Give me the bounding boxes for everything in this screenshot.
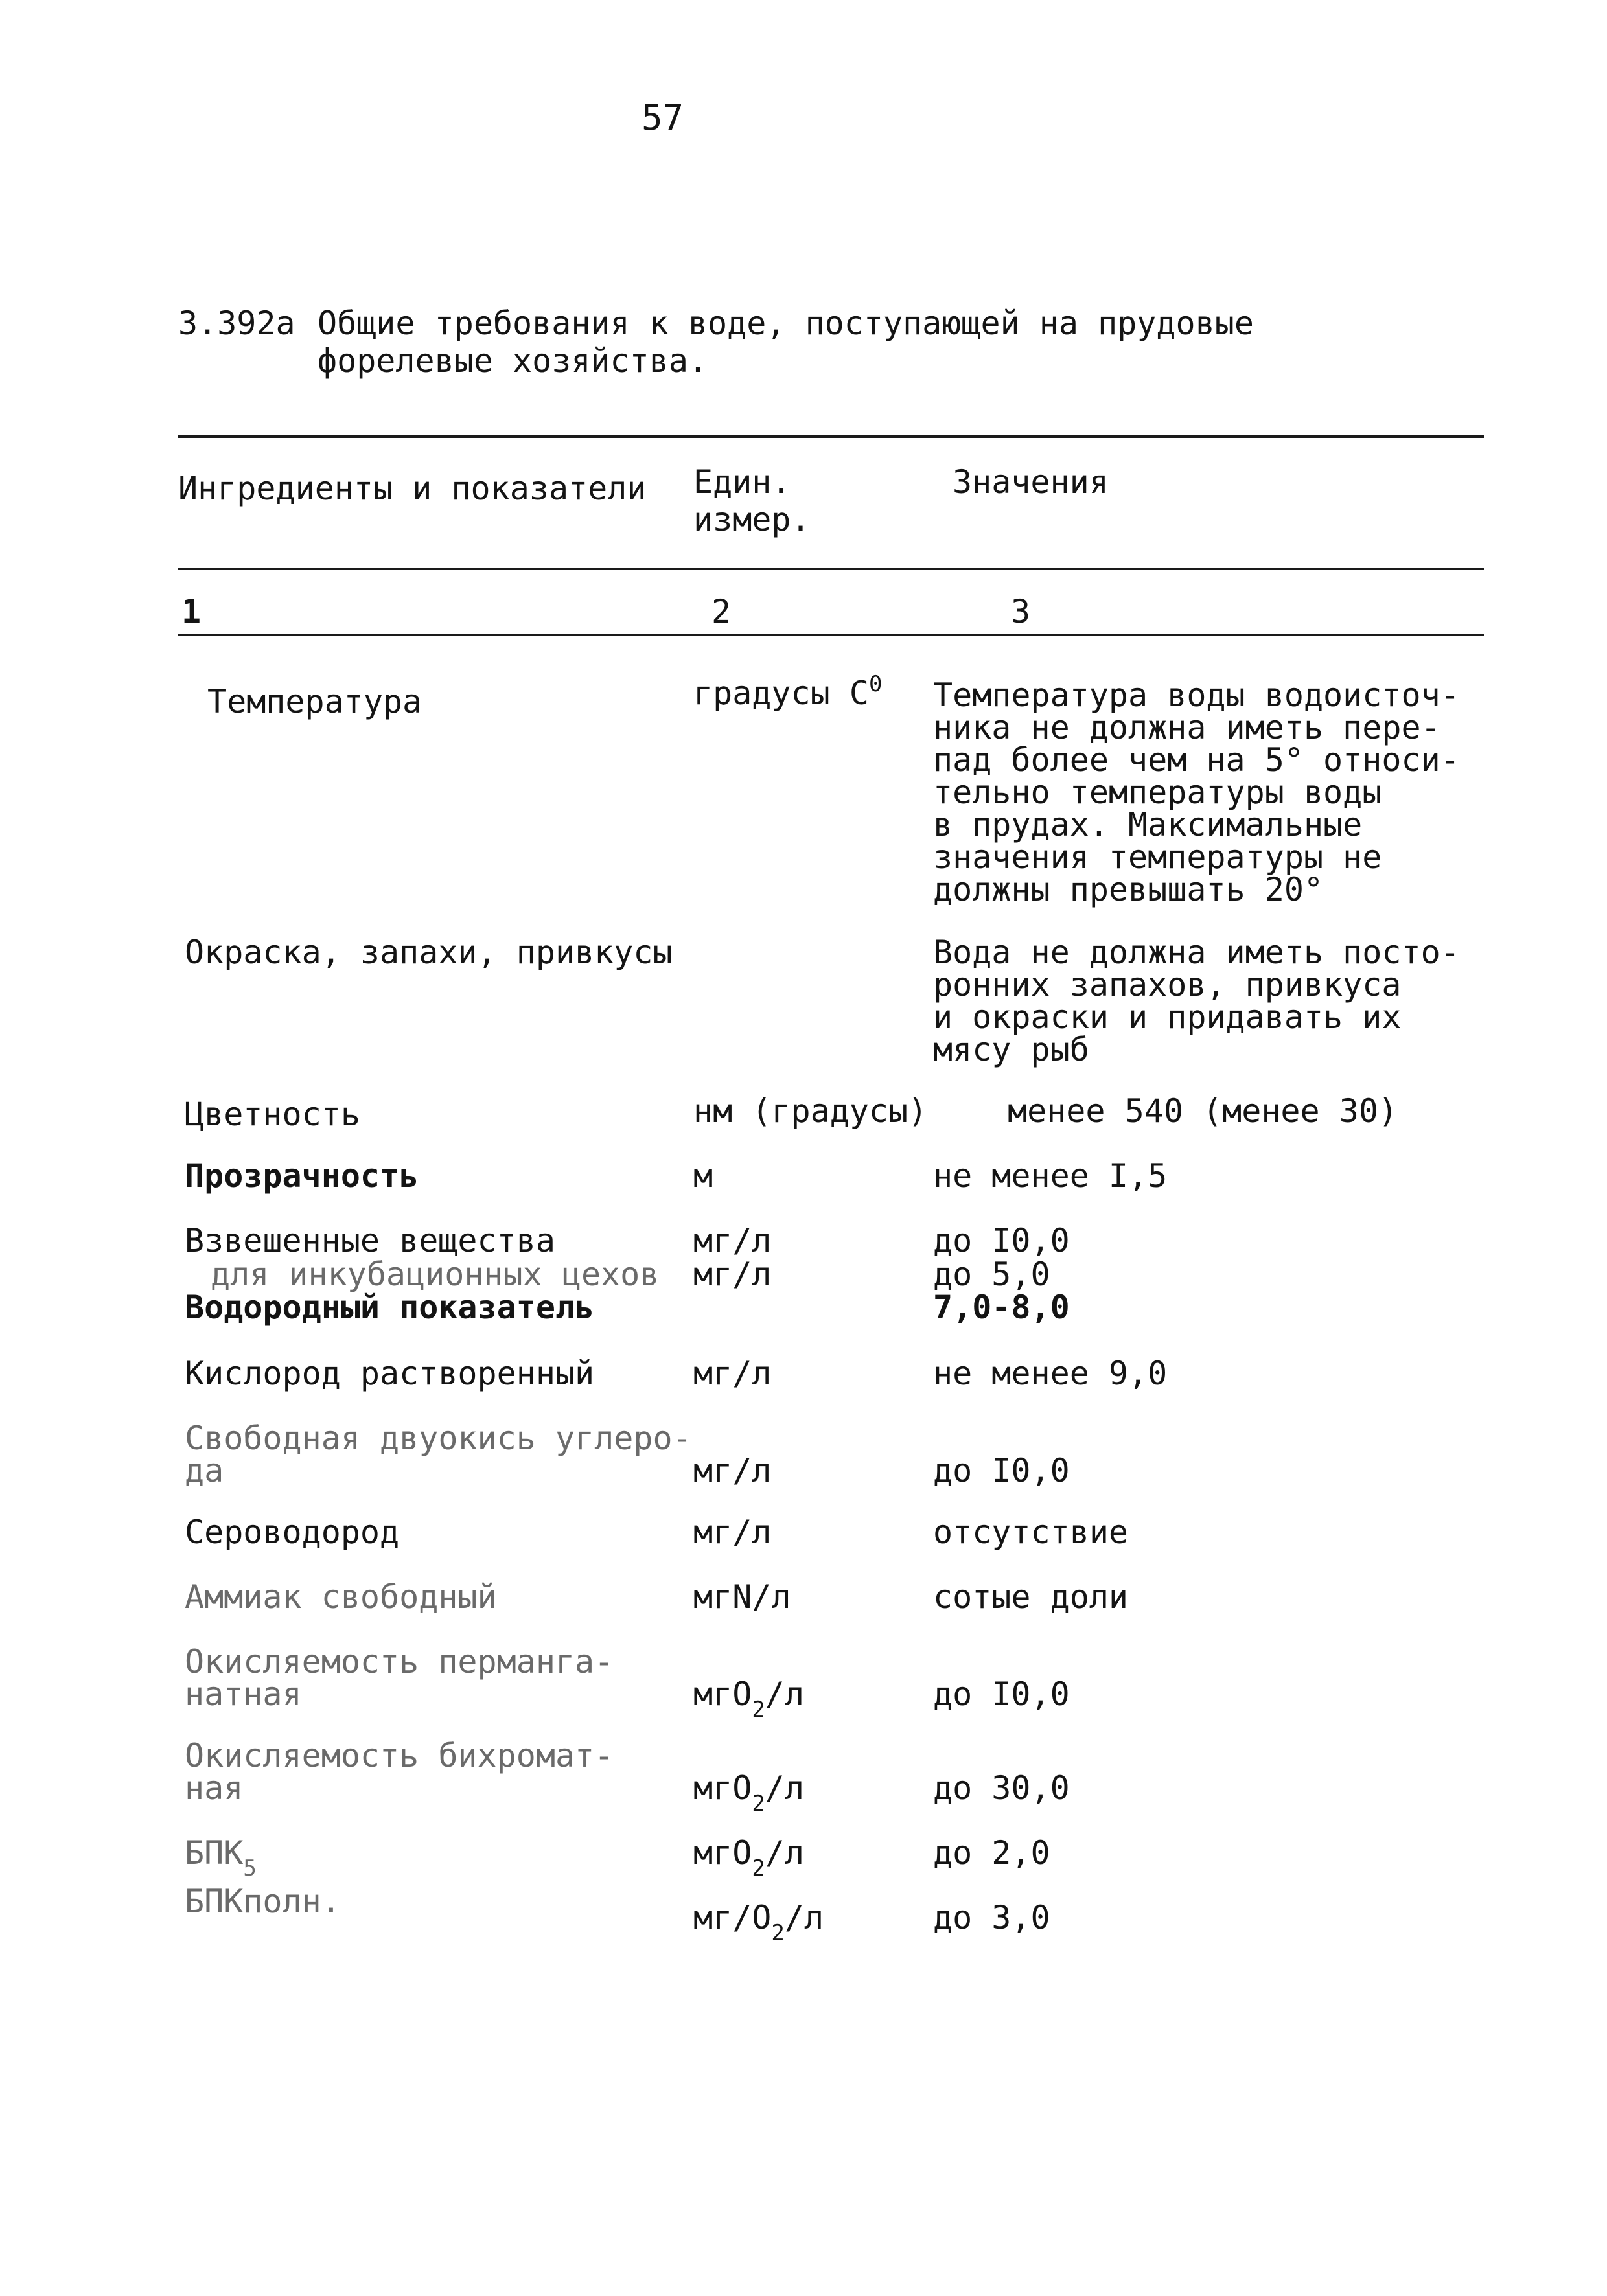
- table-top-rule: [178, 435, 1484, 438]
- row-temperature-value: Температура воды водоисточ- ника не должна иметь пере- пад более чем на 5° относи- тельно температуры воды в прудах. Максимальные значения температуры не должны превышать 20°: [933, 676, 1460, 908]
- row-co2-value: до I0,0: [933, 1452, 1070, 1489]
- row-bichromate-name: Окисляемость бихромат- ная: [185, 1737, 614, 1807]
- row-temperature-name: Температура: [207, 683, 422, 720]
- row-bod5-name: $БПК_5$: [185, 1834, 257, 1881]
- row-h2s-value: отсутствие: [933, 1513, 1129, 1551]
- row-bod-total-unit: $мг/О_2/л$: [693, 1899, 824, 1946]
- row-temperature-unit: градусы $С^0$: [693, 671, 883, 712]
- row-suspended-name: Взвешенные вещества: [185, 1222, 555, 1259]
- column-number-1: 1: [181, 593, 202, 630]
- row-suspended-value: до I0,0: [933, 1222, 1070, 1259]
- row-permanganate-value: до I0,0: [933, 1675, 1070, 1713]
- row-permanganate-name: Окисляемость перманга- натная: [185, 1643, 614, 1713]
- row-bod-total-name: БПКполн.: [185, 1883, 341, 1920]
- row-incubation-value: до 5,0: [933, 1256, 1050, 1293]
- row-ammonia-value: сотые доли: [933, 1578, 1129, 1616]
- row-ammonia-name: Аммиак свободный: [185, 1578, 497, 1616]
- header-unit-line-1: Един.: [693, 463, 791, 501]
- row-colority-name: Цветность: [185, 1096, 360, 1133]
- row-bod5-unit: мгО$_2$/л: [693, 1834, 805, 1881]
- row-transparency-name: Прозрачность: [185, 1157, 419, 1195]
- row-co2-name: Свободная двуокись углеро- да: [185, 1419, 692, 1489]
- row-ph-value: 7,0-8,0: [933, 1289, 1070, 1326]
- row-color-smell-value: Вода не должна иметь посто- ронних запахов, привкуса и окраски и придавать их мясу рыб: [933, 934, 1460, 1068]
- table-caption: [178, 304, 1254, 380]
- row-h2s-unit: мг/л: [693, 1513, 772, 1551]
- page-number: 57: [642, 97, 684, 138]
- row-colority-value: менее 540 (менее 30): [1008, 1092, 1398, 1130]
- caption-line-2: форелевые хозяйства.: [318, 342, 708, 380]
- row-permanganate-unit: мгО$_2$/л: [693, 1675, 805, 1723]
- header-rule: [178, 568, 1484, 570]
- row-incubation-name: для инкубационных цехов: [211, 1256, 660, 1293]
- column-number-2: 2: [711, 593, 732, 630]
- row-oxygen-name: Кислород растворенный: [185, 1355, 595, 1392]
- row-ammonia-unit: мгN/л: [693, 1578, 791, 1616]
- numbers-rule: [178, 634, 1484, 636]
- row-transparency-value: не менее I,5: [933, 1157, 1168, 1195]
- row-bichromate-unit: мгО$_2$/л: [693, 1769, 805, 1817]
- row-ph-name: Водородный показатель: [185, 1289, 595, 1326]
- caption-number: 3.392а: [178, 304, 295, 342]
- row-color-smell-name: Окраска, запахи, привкусы: [185, 934, 673, 971]
- header-values: Значения: [953, 463, 1109, 501]
- row-bod-total-value: до 3,0: [933, 1899, 1050, 1936]
- row-co2-unit: мг/л: [693, 1452, 772, 1489]
- header-ingredients: Ингредиенты и показатели: [178, 470, 647, 507]
- row-oxygen-unit: мг/л: [693, 1355, 772, 1392]
- row-bichromate-value: до 30,0: [933, 1769, 1070, 1807]
- row-oxygen-value: не менее 9,0: [933, 1355, 1168, 1392]
- column-number-3: 3: [1011, 593, 1031, 630]
- row-h2s-name: Сероводород: [185, 1513, 400, 1551]
- row-bod5-value: до 2,0: [933, 1834, 1050, 1872]
- header-unit: [693, 463, 811, 538]
- header-unit-line-2: измер.: [693, 501, 811, 538]
- row-colority-unit: нм (градусы): [693, 1092, 928, 1130]
- row-suspended-unit: мг/л: [693, 1222, 772, 1259]
- row-transparency-unit: м: [693, 1157, 713, 1195]
- row-incubation-unit: мг/л: [693, 1256, 772, 1293]
- caption-line-1: Общие требования к воде, поступающей на прудовые: [318, 304, 1254, 342]
